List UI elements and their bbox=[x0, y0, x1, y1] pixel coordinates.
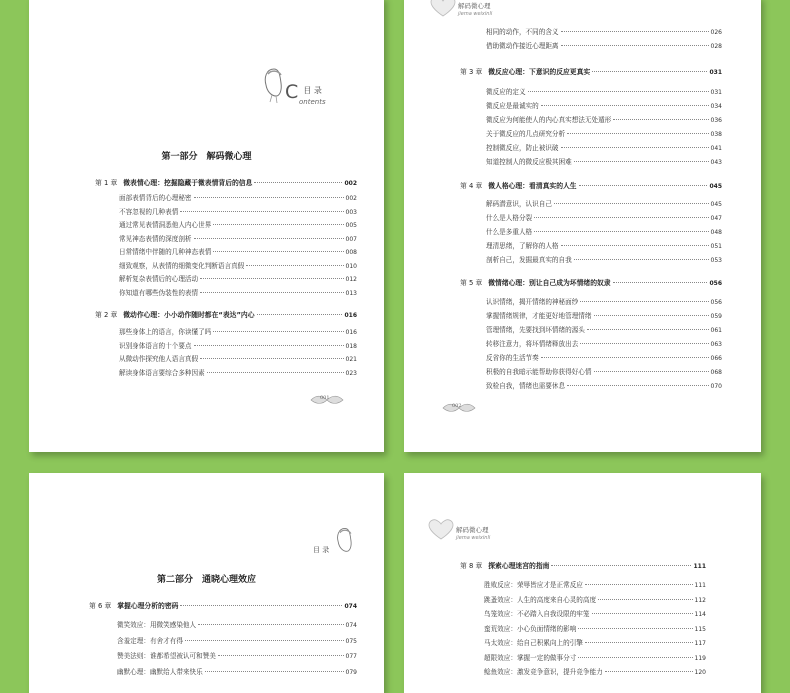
entry-page: 023 bbox=[345, 369, 357, 377]
toc-entry[interactable] bbox=[486, 338, 722, 348]
entry-page: 112 bbox=[694, 596, 706, 604]
entry-title: 含羞定理：有舍才有得 bbox=[117, 636, 183, 645]
entry-title: 鸟笼效应：不必踏入自我设限的牢笼 bbox=[484, 610, 590, 618]
dot-leader bbox=[613, 119, 708, 120]
header-subtitle: jiema weixinli bbox=[456, 535, 491, 541]
dot-leader bbox=[561, 245, 709, 246]
entry-title: 从微动作探究他人语言真假 bbox=[119, 355, 199, 363]
toc-entry[interactable] bbox=[486, 324, 722, 334]
chapter-4-row[interactable] bbox=[460, 180, 722, 190]
toc-entry[interactable] bbox=[486, 240, 722, 250]
face-sketch-icon bbox=[261, 66, 287, 104]
toc-entry[interactable] bbox=[117, 650, 357, 660]
entry-page: 053 bbox=[710, 257, 722, 264]
entry-page: 048 bbox=[710, 229, 722, 236]
dot-leader bbox=[554, 203, 709, 204]
chapter-title: 微表情心理：挖掘隐藏于微表情背后的信息 bbox=[123, 179, 253, 187]
entry-title: 解读身体语言要综合多种因素 bbox=[119, 368, 205, 377]
toc-entry[interactable] bbox=[486, 128, 722, 138]
entry-title: 理清思绪，了解你的人格 bbox=[486, 242, 559, 250]
chapter-page: 074 bbox=[344, 603, 357, 610]
toc-entry[interactable] bbox=[486, 100, 722, 110]
toc-entry[interactable] bbox=[484, 579, 706, 589]
toc-entry[interactable] bbox=[119, 353, 357, 363]
dot-leader bbox=[534, 217, 708, 218]
dot-leader bbox=[534, 231, 708, 232]
entry-title: 相同的动作，不同的含义 bbox=[486, 28, 559, 36]
chapter-num: 第 4 章 bbox=[460, 182, 483, 190]
header-title-text: 解码微心理 bbox=[458, 2, 491, 10]
logo-mark: C bbox=[285, 81, 299, 103]
header-title bbox=[458, 2, 492, 18]
toc-entry[interactable] bbox=[117, 635, 357, 645]
toc-entry[interactable] bbox=[486, 226, 722, 236]
toc-entry[interactable] bbox=[486, 40, 722, 50]
toc-entry[interactable] bbox=[484, 623, 706, 633]
toc-entry[interactable] bbox=[486, 366, 722, 376]
entry-title: 蛮荒效应：小心负面情绪的影响 bbox=[484, 624, 577, 633]
dot-leader bbox=[594, 371, 709, 372]
entry-title: 借助微动作接近心理距离 bbox=[486, 42, 559, 50]
toc-entry[interactable] bbox=[484, 652, 706, 662]
entry-title: 微反应为何能使人的内心真实想法无处遁形 bbox=[486, 116, 612, 124]
dot-leader bbox=[246, 265, 343, 266]
entry-title: 微笑效应：用微笑感染他人 bbox=[117, 621, 197, 629]
dot-leader bbox=[180, 211, 343, 212]
chapter-num: 第 1 章 bbox=[95, 179, 118, 187]
chapter-page: 002 bbox=[344, 180, 357, 187]
entry-page: 114 bbox=[694, 611, 706, 618]
toc-entry[interactable] bbox=[486, 156, 722, 166]
toc-entry[interactable] bbox=[486, 86, 722, 96]
entry-page: 041 bbox=[710, 145, 722, 152]
dot-leader bbox=[567, 385, 708, 386]
part-title: 第二部分 通晓心理效应 bbox=[156, 575, 256, 585]
entry-page: 115 bbox=[694, 625, 706, 633]
entry-title: 微反应的定义 bbox=[486, 88, 526, 96]
chapter-num: 第 5 章 bbox=[460, 279, 483, 287]
dot-leader bbox=[578, 628, 692, 629]
chapter-page: 031 bbox=[709, 69, 722, 76]
header-title bbox=[456, 526, 490, 542]
dot-leader bbox=[194, 345, 344, 346]
entry-page: 036 bbox=[710, 117, 722, 124]
dot-leader bbox=[213, 224, 343, 225]
contents-logo bbox=[285, 81, 326, 106]
chapter-num: 第 3 章 bbox=[460, 68, 483, 76]
entry-title: 胜败反应：荣辱皆应才是正常反应 bbox=[484, 581, 583, 589]
entry-page: 047 bbox=[710, 215, 722, 222]
dot-leader bbox=[592, 613, 693, 614]
entry-page: 038 bbox=[710, 131, 722, 138]
entry-page: 028 bbox=[710, 43, 722, 50]
toc-entry[interactable] bbox=[486, 26, 722, 36]
entry-page: 075 bbox=[345, 637, 357, 645]
entry-title: 致检自我，情绪也需要休息 bbox=[486, 382, 566, 390]
dot-leader bbox=[218, 655, 344, 656]
entry-page: 074 bbox=[345, 622, 357, 629]
dot-leader bbox=[185, 640, 344, 641]
entry-title: 跳蚤效应：人生的高度来自心灵的高度 bbox=[484, 595, 597, 604]
chapter-title: 微反应心理：下意识的反应更真实 bbox=[488, 68, 591, 76]
entry-page: 010 bbox=[345, 262, 357, 270]
dot-leader bbox=[578, 657, 692, 658]
header-subtitle: jiema weixinli bbox=[458, 11, 493, 17]
entry-title: 关于微反应的几点研究分析 bbox=[486, 130, 566, 138]
chapter-page: 056 bbox=[709, 280, 722, 287]
entry-page: 059 bbox=[710, 313, 722, 320]
toc-entry[interactable] bbox=[119, 287, 357, 297]
entry-page: 051 bbox=[710, 243, 722, 250]
toc-entry[interactable] bbox=[119, 246, 357, 256]
header-title-text: 解码微心理 bbox=[456, 526, 489, 534]
entry-title: 不容忽视的几种表情 bbox=[119, 207, 179, 216]
toc-entry[interactable] bbox=[119, 340, 357, 350]
toc-page-3 bbox=[29, 473, 384, 693]
toc-entry[interactable] bbox=[119, 192, 357, 202]
entry-title: 你知道有哪些伪装性的表情 bbox=[119, 288, 199, 297]
entry-page: 002 bbox=[345, 195, 357, 202]
dot-leader bbox=[561, 147, 709, 148]
entry-page: 012 bbox=[345, 276, 357, 283]
toc-entry[interactable] bbox=[484, 608, 706, 618]
entry-page: 021 bbox=[345, 356, 357, 363]
toc-entry[interactable] bbox=[119, 206, 357, 216]
entry-page: 007 bbox=[345, 235, 357, 243]
dot-leader bbox=[213, 251, 343, 252]
dot-leader bbox=[605, 671, 693, 672]
entry-page: 013 bbox=[345, 289, 357, 297]
side-label: 目 录 bbox=[313, 546, 330, 554]
entry-page: 045 bbox=[710, 201, 722, 208]
entry-page: 034 bbox=[710, 103, 722, 110]
toc-page-2 bbox=[404, 0, 761, 452]
entry-title: 什么是人格分裂 bbox=[486, 214, 533, 222]
entry-page: 079 bbox=[345, 668, 357, 676]
entry-title: 赞美法则：谁都希望被认可和赞美 bbox=[117, 652, 216, 660]
entry-title: 认识情绪，揭开情绪的神秘面纱 bbox=[486, 298, 579, 306]
toc-entry[interactable] bbox=[484, 594, 706, 604]
entry-title: 什么是多重人格 bbox=[486, 228, 533, 236]
chapter-1-row[interactable] bbox=[95, 177, 357, 187]
dot-leader bbox=[574, 259, 709, 260]
chapter-5-row[interactable] bbox=[460, 277, 722, 287]
dot-leader bbox=[213, 331, 343, 332]
entry-title: 面部表情背后的心理秘密 bbox=[119, 194, 192, 202]
entry-page: 008 bbox=[345, 249, 357, 256]
entry-title: 那些身体上的语言，你读懂了吗 bbox=[119, 328, 212, 336]
entry-page: 061 bbox=[710, 327, 722, 334]
toc-entry[interactable] bbox=[119, 260, 357, 270]
toc-entry[interactable] bbox=[119, 219, 357, 229]
entry-page: 117 bbox=[694, 640, 706, 647]
entry-title: 通过常见表情洞悉他人内心世界 bbox=[119, 221, 212, 229]
toc-entry[interactable] bbox=[486, 142, 722, 152]
chapter-num: 第 6 章 bbox=[89, 602, 112, 610]
entry-title: 马太效应：给自己积累向上的引擎 bbox=[484, 639, 583, 647]
entry-page: 063 bbox=[710, 341, 722, 348]
chapter-page: 111 bbox=[693, 563, 706, 570]
dot-leader bbox=[205, 671, 344, 672]
dot-leader bbox=[194, 197, 344, 198]
chapter-num: 第 2 章 bbox=[95, 311, 118, 319]
face-sketch-icon bbox=[334, 525, 356, 559]
toc-entry[interactable] bbox=[486, 380, 722, 390]
dot-leader bbox=[561, 45, 709, 46]
toc-entry[interactable] bbox=[486, 212, 722, 222]
entry-page: 111 bbox=[694, 582, 706, 589]
dot-leader bbox=[200, 292, 343, 293]
chapter-page: 016 bbox=[344, 312, 357, 319]
heart-logo-icon bbox=[430, 0, 456, 18]
dot-leader bbox=[594, 315, 709, 316]
entry-page: 031 bbox=[710, 89, 722, 96]
entry-title: 反省你的生活节奏 bbox=[486, 354, 539, 362]
entry-title: 识别身体语言的十个要点 bbox=[119, 341, 192, 350]
chapter-3-row[interactable] bbox=[460, 66, 722, 76]
entry-page: 077 bbox=[345, 653, 357, 660]
part-title: 第一部分 解码微心理 bbox=[161, 152, 252, 162]
chapter-2-row[interactable] bbox=[95, 309, 357, 319]
entry-page: 043 bbox=[710, 159, 722, 166]
dot-leader bbox=[580, 301, 708, 302]
toc-entry[interactable] bbox=[119, 367, 357, 377]
toc-entry[interactable] bbox=[119, 273, 357, 283]
chapter-title: 掌握心理分析的密码 bbox=[117, 602, 179, 610]
logo-sub: ontents bbox=[299, 98, 326, 106]
entry-title: 鲶鱼效应：激发竞争意识，提升竞争能力 bbox=[484, 668, 603, 676]
chapter-title: 探索心理迷宫的指南 bbox=[488, 562, 550, 570]
entry-title: 日常情绪中伴随的几种神态表情 bbox=[119, 248, 212, 256]
toc-entry[interactable] bbox=[486, 114, 722, 124]
entry-title: 知道控制人的微反应极其困难 bbox=[486, 158, 572, 166]
toc-entry[interactable] bbox=[486, 310, 722, 320]
chapter-title: 微人格心理：看清真实的人生 bbox=[488, 182, 577, 190]
dot-leader bbox=[561, 31, 709, 32]
toc-entry[interactable] bbox=[486, 296, 722, 306]
entry-title: 解码潜意识，认识自己 bbox=[486, 200, 552, 208]
entry-title: 掌握情绪规律，才能更好地管理情绪 bbox=[486, 312, 592, 320]
dot-leader bbox=[528, 91, 709, 92]
dot-leader bbox=[598, 599, 692, 600]
toc-page-1 bbox=[29, 0, 384, 452]
entry-title: 转移注意力，将坏情绪释放出去 bbox=[486, 340, 579, 348]
toc-page-4 bbox=[404, 473, 761, 693]
entry-page: 056 bbox=[710, 299, 722, 306]
page-number: 001 bbox=[320, 395, 330, 401]
entry-title: 控制微反应，防止被识破 bbox=[486, 144, 559, 152]
dot-leader bbox=[580, 343, 708, 344]
entry-title: 常见神态表情的深度剖析 bbox=[119, 234, 192, 243]
dot-leader bbox=[200, 278, 343, 279]
dot-leader bbox=[194, 238, 344, 239]
entry-title: 微反应是最诚实的 bbox=[486, 102, 539, 110]
entry-page: 120 bbox=[694, 669, 706, 676]
entry-page: 016 bbox=[345, 329, 357, 336]
chapter-num: 第 8 章 bbox=[460, 562, 483, 570]
chapter-8-row[interactable] bbox=[460, 560, 706, 570]
dot-leader bbox=[541, 357, 709, 358]
entry-page: 066 bbox=[710, 355, 722, 362]
entry-page: 068 bbox=[710, 369, 722, 376]
entry-title: 幽默心理：幽默给人带来快乐 bbox=[117, 667, 203, 676]
dot-leader bbox=[541, 105, 709, 106]
toc-entry[interactable] bbox=[119, 233, 357, 243]
entry-title: 管理情绪，先要找到坏情绪的源头 bbox=[486, 326, 585, 334]
dot-leader bbox=[587, 329, 709, 330]
entry-page: 003 bbox=[345, 208, 357, 216]
page-number: 002 bbox=[452, 403, 462, 409]
entry-title: 积极的自我暗示能帮助你获得好心情 bbox=[486, 368, 592, 376]
dot-leader bbox=[198, 624, 343, 625]
toc-entry[interactable] bbox=[484, 637, 706, 647]
dot-leader bbox=[574, 161, 709, 162]
toc-entry[interactable] bbox=[117, 619, 357, 629]
entry-title: 剖析自己，发掘最真实的自我 bbox=[486, 256, 572, 264]
toc-entry[interactable] bbox=[119, 326, 357, 336]
entry-page: 119 bbox=[694, 654, 706, 662]
entry-title: 解析复杂表情后的心理活动 bbox=[119, 275, 199, 283]
entry-title: 超限效应：掌握一定的做事分寸 bbox=[484, 653, 577, 662]
entry-title: 细致观察，从表情的细微变化判断语言真假 bbox=[119, 261, 245, 270]
heart-logo-icon bbox=[428, 519, 454, 541]
dot-leader bbox=[585, 642, 693, 643]
chapter-title: 微动作心理：小小动作随时都在“表达”内心 bbox=[123, 311, 255, 319]
dot-leader bbox=[207, 372, 344, 373]
entry-page: 070 bbox=[710, 383, 722, 390]
entry-page: 026 bbox=[710, 29, 722, 36]
chapter-6-row[interactable] bbox=[89, 600, 357, 610]
entry-page: 018 bbox=[345, 342, 357, 350]
chapter-title: 微情绪心理：别让自己成为坏情绪的奴隶 bbox=[488, 279, 611, 287]
toc-entry[interactable] bbox=[486, 254, 722, 264]
toc-entry[interactable] bbox=[117, 666, 357, 676]
entry-page: 005 bbox=[345, 222, 357, 229]
dot-leader bbox=[585, 584, 693, 585]
dot-leader bbox=[567, 133, 708, 134]
chapter-page: 045 bbox=[709, 183, 722, 190]
dot-leader bbox=[200, 358, 343, 359]
logo-text: 目 录 bbox=[303, 86, 322, 95]
toc-entry[interactable] bbox=[486, 198, 722, 208]
toc-entry[interactable] bbox=[486, 352, 722, 362]
